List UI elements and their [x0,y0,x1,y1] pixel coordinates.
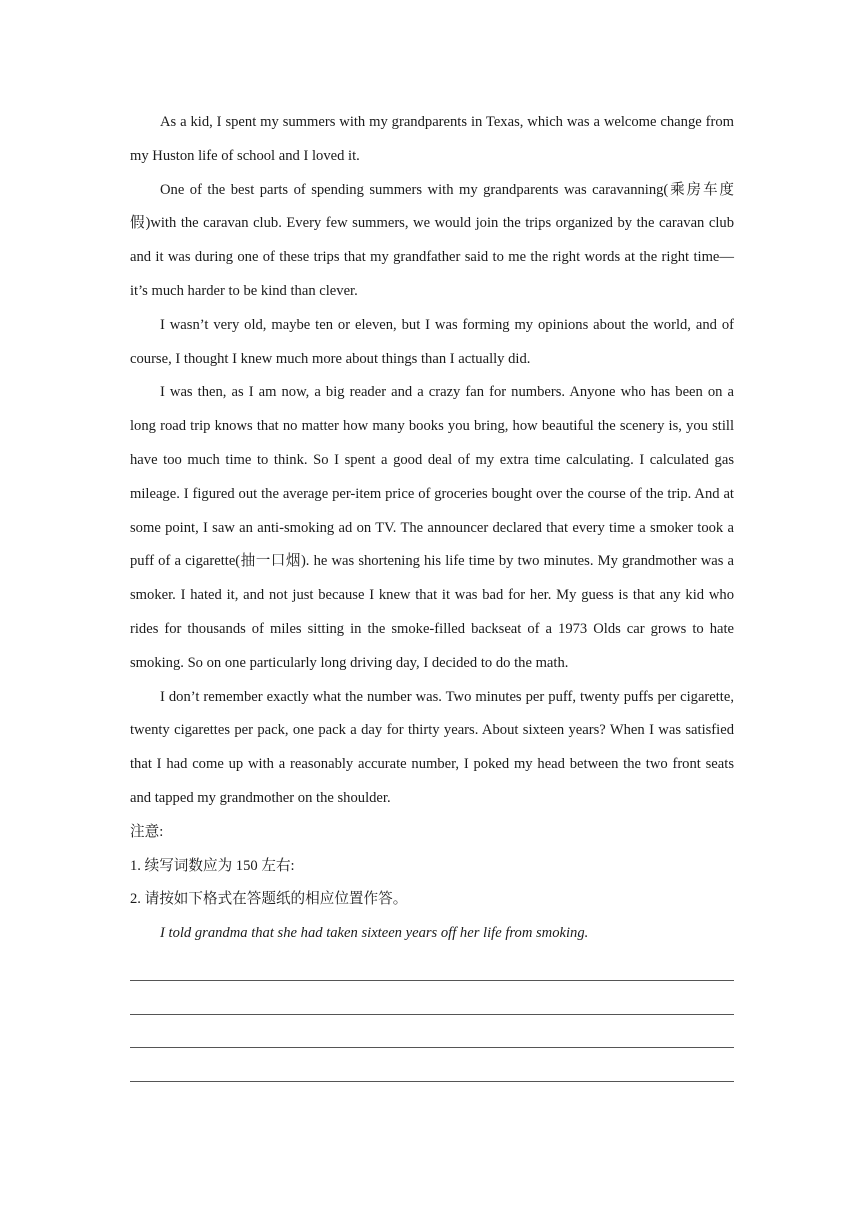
answer-line[interactable] [130,957,734,991]
paragraph-3: I wasn’t very old, maybe ten or eleven, but I was forming my opinions about the world, and of course, I thought I knew much more about things than I actually did. [130,316,734,367]
paragraph-5: I don’t remember exactly what the number was. Two minutes per puff, twenty puffs per cigarette, twenty cigarettes per pack, one pack a day for thirty years. About sixteen years? When I was satisfied that I had come up with a reasonably accurate number, I poked my head between the two front seats and tapped my grandmother on the shoulder. [130,688,734,806]
answer-line[interactable] [130,1058,734,1092]
paragraph-1: As a kid, I spent my summers with my grandparents in Texas, which was a welcome change from my Huston life of school and I loved it. [130,114,734,164]
answer-line[interactable] [130,1025,734,1059]
answer-line[interactable] [130,991,734,1025]
notes-heading: 注意: [130,823,164,840]
note-item-2: 2. 请按如下格式在答题纸的相应位置作答。 [130,891,408,908]
document-page [130,106,734,1092]
answer-lines [130,957,734,1092]
paragraph-2: One of the best parts of spending summers with my grandparents was caravanning(乘房车度假)with the caravan club. Every few summers, we would join the trips organized by the caravan club and it was during one of these trips that my grandfather said to me the right words at the right time—it’s much harder to be kind than clever. [130,181,734,299]
paragraph-4: I was then, as I am now, a big reader and a crazy fan for numbers. Anyone who has been on a long road trip knows that no matter how many books you bring, how beautiful the scenery is, you still have too much time to think. So I spent a good deal of my extra time calculating. I calculated gas mileage. I figured out the average per-item price of groceries bought over the course of the trip. And at some point, I saw an anti-smoking ad on TV. The announcer declared that every time a smoker took a puff of a cigarette(抽一口烟). he was shortening his life time by two minutes. My grandmother was a smoker. I hated it, and not just because I knew that it was bad for her. My guess is that any kid who rides for thousands of miles sitting in the smoke-filled backseat of a 1973 Olds car grows to hate smoking. So on one particularly long driving day, I decided to do the math. [130,384,734,671]
prompt-sentence: I told grandma that she had taken sixteen years off her life from smoking. [160,925,589,942]
note-item-1: 1. 续写词数应为 150 左右: [130,857,295,874]
